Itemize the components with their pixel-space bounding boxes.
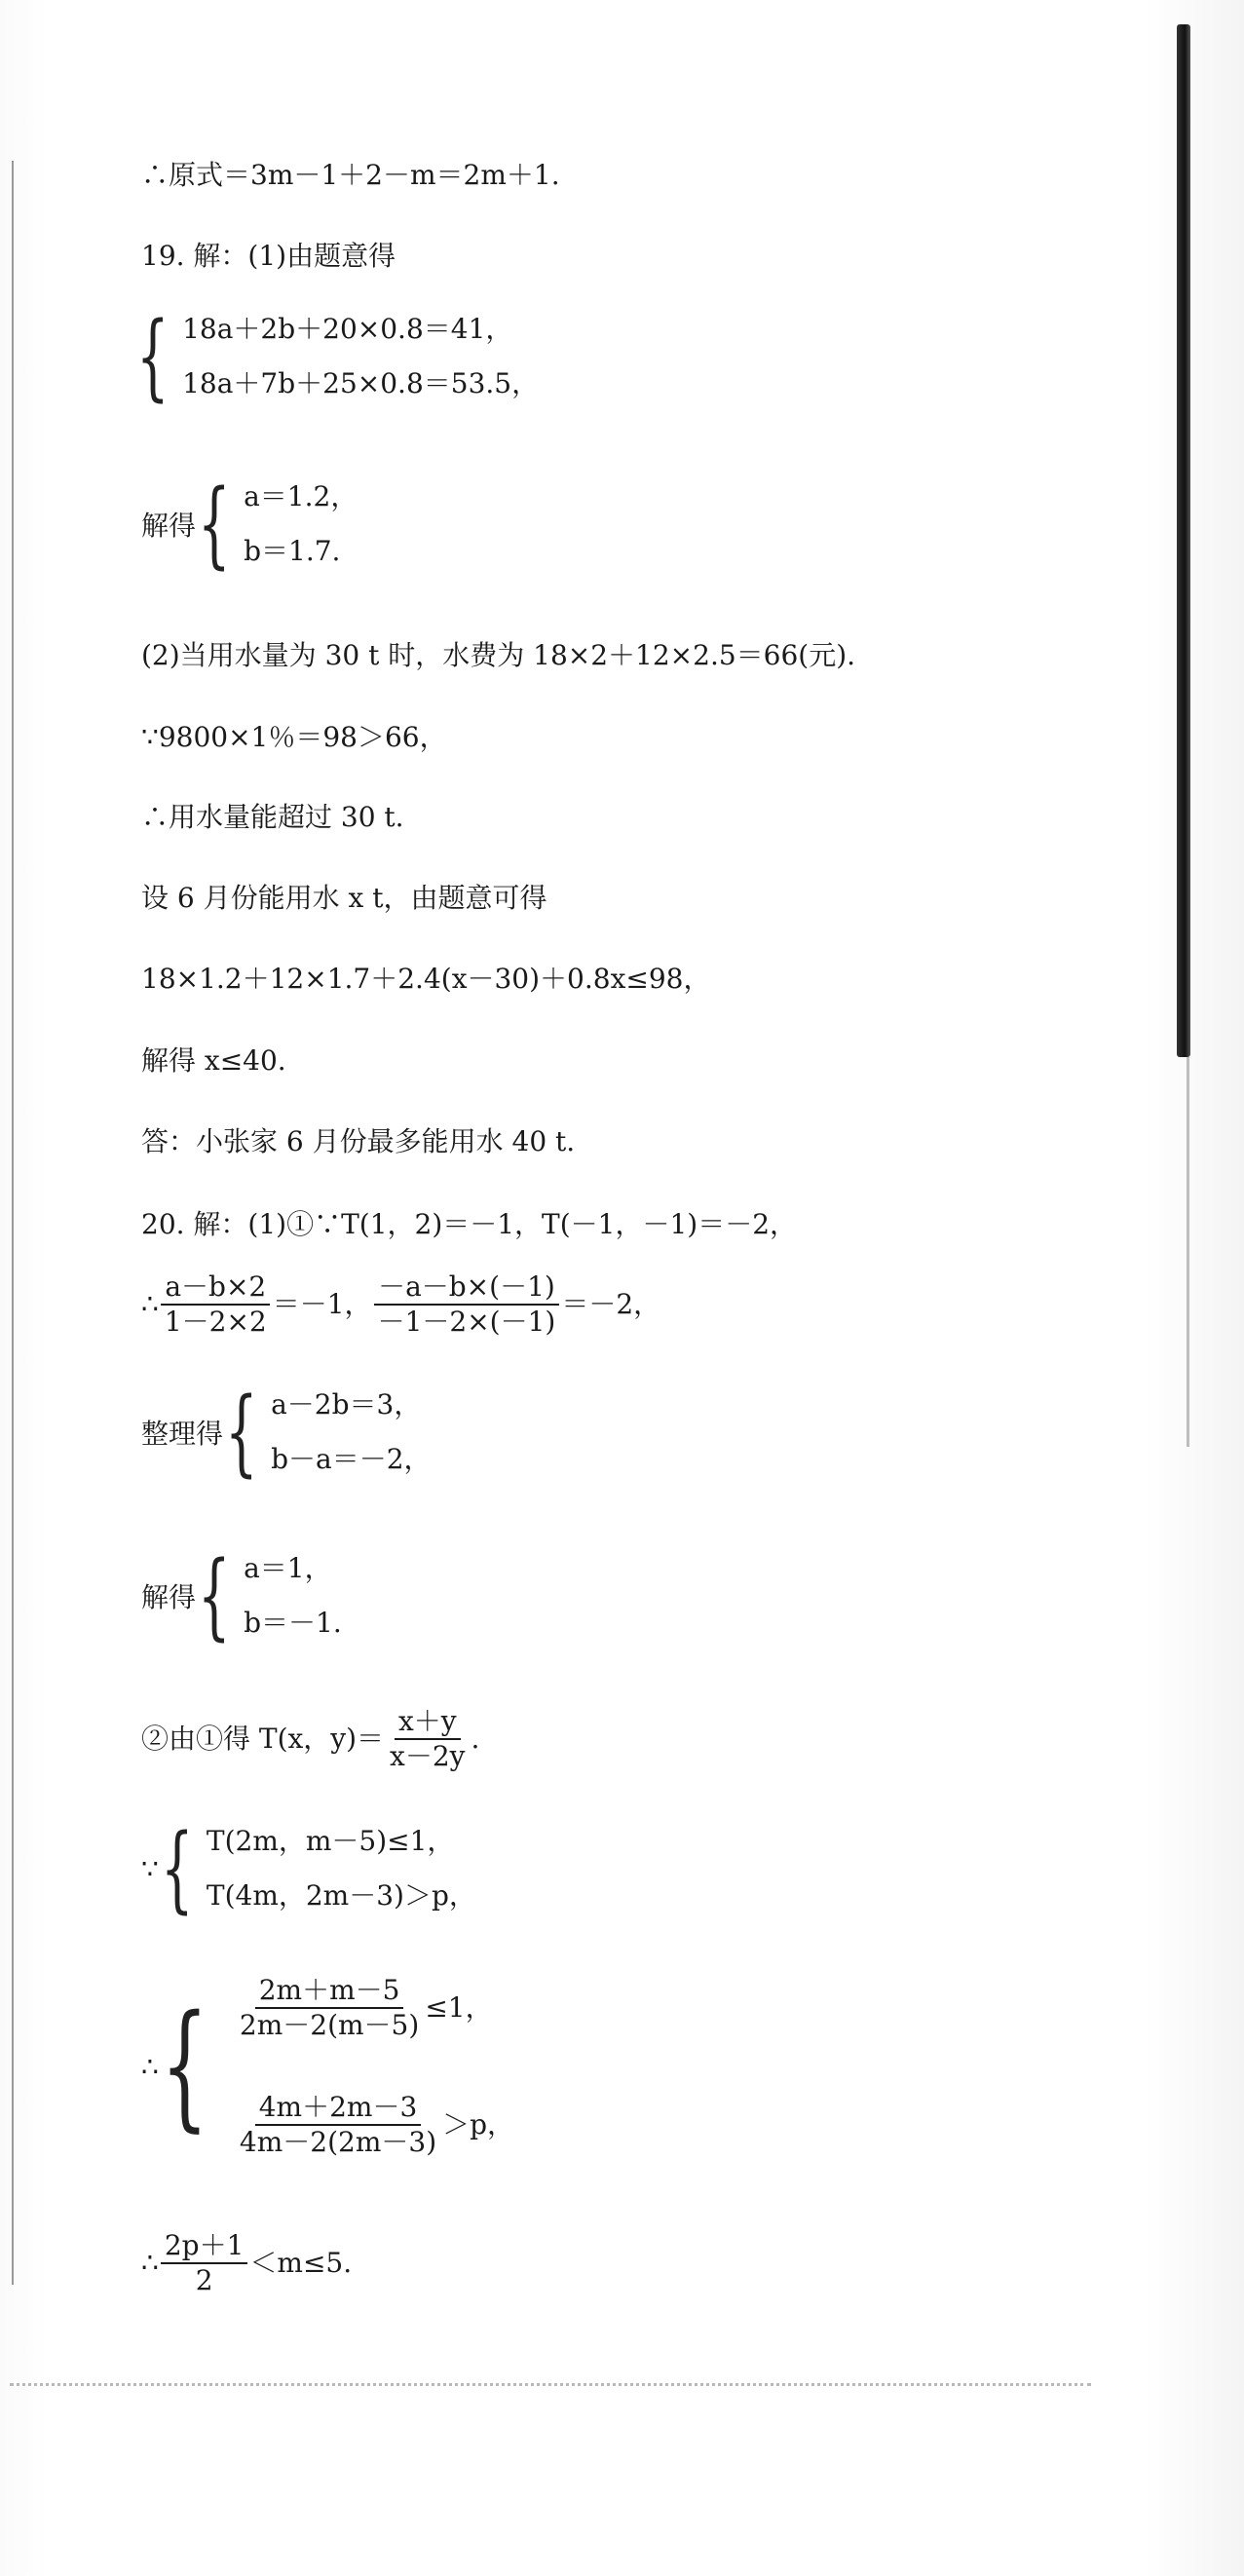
brace: { xyxy=(225,1378,258,1487)
brace: { xyxy=(198,470,231,579)
equation-system-3 xyxy=(141,1378,432,1487)
row-tail: ＞p， xyxy=(442,2108,515,2140)
t-definition-line xyxy=(141,1707,479,1771)
text-line-10: 20. 解：(1)①∵T(1，2)＝－1，T(－1，－1)＝－2， xyxy=(141,1208,798,1240)
inequality-system-1 xyxy=(141,1814,476,1923)
equation-system-1 xyxy=(136,302,540,411)
fraction-tail: ＝－2， xyxy=(561,1288,661,1320)
left-margin-rule xyxy=(12,161,14,2285)
fraction-numerator: a－b×2 xyxy=(161,1272,270,1306)
system-row: T(4m，2m－3)＞p， xyxy=(206,1879,476,1912)
t-fraction xyxy=(386,1707,469,1771)
fraction-mid: ＝－1， xyxy=(272,1288,372,1320)
system-lead: 解得 xyxy=(141,510,197,542)
fraction-denominator: 2 xyxy=(195,2264,213,2296)
text-line-3: (2)当用水量为 30 t 时，水费为 18×2＋12×2.5＝66(元). xyxy=(141,639,856,671)
text-line-2: 19. 解：(1)由题意得 xyxy=(141,240,396,272)
fraction-denominator: 1－2×2 xyxy=(164,1306,267,1338)
system-lead: 解得 xyxy=(141,1581,197,1613)
system-row: 18a＋2b＋20×0.8＝41， xyxy=(182,313,513,345)
fraction xyxy=(236,1976,423,2040)
brace: { xyxy=(136,302,170,411)
solution-system-2 xyxy=(141,1541,342,1650)
system-row xyxy=(234,1976,514,2040)
system-row: T(2m，m－5)≤1， xyxy=(206,1825,455,1857)
final-tail: ＜m≤5. xyxy=(249,2247,353,2279)
fraction-denominator: 2m－2(m－5) xyxy=(239,2009,420,2041)
brace: { xyxy=(198,1541,231,1650)
t-lead: ②由①得 T(x，y)＝ xyxy=(141,1723,385,1755)
solution-system-1 xyxy=(141,470,358,579)
final-lead: ∴ xyxy=(141,2247,159,2279)
text-line-8: 解得 x≤40. xyxy=(141,1044,286,1077)
fraction-numerator: x＋y xyxy=(395,1707,461,1740)
brace: { xyxy=(160,1814,194,1923)
system-row: b－a＝－2， xyxy=(271,1443,432,1475)
fraction-numerator: －a－b×(－1) xyxy=(374,1272,559,1306)
text-line-7: 18×1.2＋12×1.7＋2.4(x－30)＋0.8x≤98， xyxy=(141,963,711,995)
text-line-4: ∵9800×1％＝98＞66， xyxy=(141,721,447,753)
fraction-2 xyxy=(374,1272,560,1337)
fraction-denominator: x－2y xyxy=(390,1740,466,1772)
row-tail: ≤1， xyxy=(425,1991,493,2024)
final-fraction xyxy=(161,2231,248,2295)
binding-edge-lower xyxy=(1187,1057,1189,1447)
text-line-5: ∴用水量能超过 30 t. xyxy=(141,801,404,833)
system-lead: ∵ xyxy=(141,1852,159,1885)
fraction-denominator: －1－2×(－1) xyxy=(377,1306,556,1338)
system-row: a＝1.2， xyxy=(244,480,358,512)
brace: { xyxy=(160,1987,208,2145)
system-row xyxy=(234,2093,514,2157)
fraction-numerator: 2p＋1 xyxy=(161,2231,248,2264)
fraction-lead: ∴ xyxy=(141,1288,159,1320)
fraction-numerator: 4m＋2m－3 xyxy=(255,2093,422,2126)
system-row: a＝1， xyxy=(244,1552,332,1584)
fraction xyxy=(236,2093,440,2157)
system-row: 18a＋7b＋25×0.8＝53.5， xyxy=(182,367,540,399)
system-lead: ∴ xyxy=(141,2050,159,2083)
text-line-9: 答：小张家 6 月份最多能用水 40 t. xyxy=(141,1125,576,1157)
system-lead: 整理得 xyxy=(141,1418,224,1450)
system-row: b＝－1. xyxy=(244,1607,342,1639)
t-tail: . xyxy=(471,1723,480,1755)
fraction-line xyxy=(141,1272,660,1337)
fraction-numerator: 2m＋m－5 xyxy=(255,1976,404,2009)
fraction-denominator: 4m－2(2m－3) xyxy=(239,2126,437,2158)
system-row: b＝1.7. xyxy=(244,535,341,567)
text-line-6: 设 6 月份能用水 x t，由题意可得 xyxy=(141,882,547,914)
system-row: a－2b＝3， xyxy=(271,1388,422,1421)
binding-edge xyxy=(1177,24,1190,1057)
fraction-1 xyxy=(161,1272,271,1337)
text-line-1: ∴原式＝3m－1＋2－m＝2m＋1. xyxy=(141,159,560,191)
final-line xyxy=(141,2231,352,2295)
bottom-dotted-rule xyxy=(10,2383,1091,2386)
inequality-system-2 xyxy=(141,1976,514,2157)
